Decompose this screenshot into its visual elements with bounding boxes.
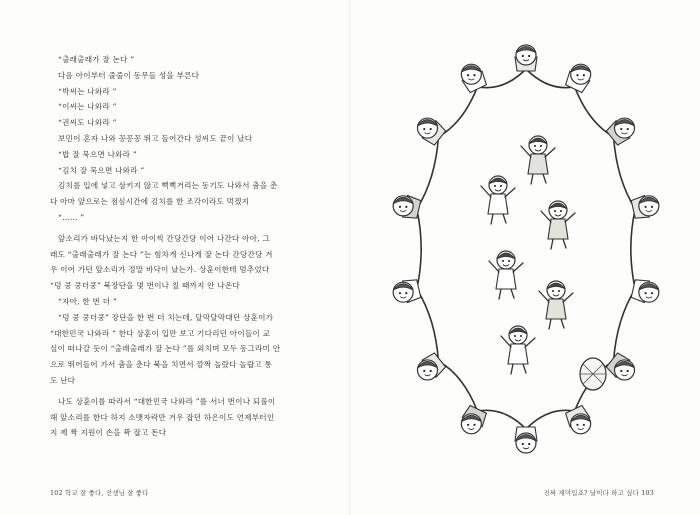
dancer-eye: [494, 185, 496, 187]
left-folio: 102 학교 잘 좋다, 선생님 잘 좋다: [50, 489, 149, 497]
dancer-legs: [549, 319, 564, 329]
child-eye: [576, 74, 578, 76]
held-arms: [417, 137, 439, 209]
child-eye: [423, 128, 425, 130]
dancer-legs: [499, 289, 514, 299]
dancer-eye: [540, 145, 542, 147]
child-eye: [651, 292, 653, 294]
text-line: 해 앞소리를 한다 하지 소맷자락만 겨우 잡던 하은이도 언제부터인: [50, 412, 275, 422]
held-arms: [417, 209, 421, 289]
dancer-legs: [491, 214, 506, 224]
dancer-legs: [531, 174, 546, 184]
child-eye: [620, 370, 622, 372]
text-line: “…… ”: [58, 212, 85, 222]
dancer-legs: [511, 364, 526, 374]
text-line: “덩 쿵 쿵더쿵” 북장단을 몇 번이나 칠 때까지 안 나온다: [50, 281, 240, 291]
text-line: 김치를 입에 넣고 삼키지 않고 뻑뻑거리는 동기도 나와서 춤을 춘: [58, 181, 278, 191]
dancer-eye: [534, 145, 536, 147]
child-eye: [522, 55, 524, 57]
text-line: “덩 쿵 쿵더쿵” 장단을 한 번 더 치는데, 달막달막대던 상훈이가: [58, 312, 274, 322]
child-eye: [522, 443, 524, 445]
child-eye: [651, 206, 653, 208]
child-eye: [467, 74, 469, 76]
text-line: 앞소리가 바닥났는지 한 아이씩 간당간당 이어 나간다 아아, 그: [58, 233, 270, 243]
children-circle-dance-illustration: [388, 44, 664, 454]
text-line: 지 제 짝 지원이 손을 꽉 잡고 돈다: [50, 428, 167, 438]
text-line: “권씨도 나와라 ”: [58, 118, 117, 128]
text-line: “김치 잘 묵으면 나와라 ”: [58, 165, 145, 175]
child-eye: [528, 55, 530, 57]
right-page: [350, 0, 700, 515]
text-line: 나도 상훈이를 따라서 “대한민국 나와라 ”를 서너 번이나 되풀이: [58, 396, 276, 406]
text-line: 보민이 혼자 나와 꽁꽁꽁 뛰고 들어간다 성씨도 끝이 났다: [58, 133, 253, 143]
child-eye: [405, 206, 407, 208]
child-eye: [528, 443, 530, 445]
child-eye: [473, 424, 475, 426]
text-line: 다음 아이부터 줄줄이 동무들 성을 부른다: [58, 70, 200, 80]
child-eye: [627, 128, 629, 130]
text-line: “밥 잘 묵으면 나와라 ”: [58, 149, 137, 159]
text-line: “자아, 한 번 더 ”: [58, 296, 117, 306]
text-line: “박씨는 나와라 ”: [58, 86, 117, 96]
child-eye: [430, 370, 432, 372]
text-line: “출래출래가 잘 논다 ”: [58, 55, 135, 64]
text-line: 다 아마 앞으로는 점심시간에 김치를 한 조각이라도 먹겠지: [50, 197, 250, 207]
dancer-eye: [514, 335, 516, 337]
held-arms: [614, 289, 636, 361]
dancer-eye: [558, 290, 560, 292]
illustration-drawing: [388, 44, 664, 454]
child-eye: [627, 370, 629, 372]
child-eye: [645, 206, 647, 208]
child-eye: [645, 292, 647, 294]
body-text: [50, 52, 320, 441]
dancer-legs: [551, 239, 566, 249]
child-eye: [620, 128, 622, 130]
child-eye: [583, 74, 585, 76]
text-line: “이씨는 나와라 ”: [58, 102, 117, 112]
dancer-eye: [560, 210, 562, 212]
text-line: 실이 떠나갈 듯이 “출래출래가 잘 논다 ”를 외치며 모두 동그라미 안: [50, 344, 281, 354]
child-eye: [576, 424, 578, 426]
child-eye: [399, 206, 401, 208]
text-line: 래도 “출래출래가 잘 논다 ”는 힘차게 신나게 잘 논다 간당간당 겨: [50, 249, 273, 259]
child-eye: [430, 128, 432, 130]
text-line: 으로 뛰어들어 가서 춤을 춘다 북을 치면서 깜짝 놀랐다 놀랍고 통: [50, 360, 273, 370]
text-line: “대한민국 나와라 ” 한다 상훈이 입만 보고 기다리던 아이들이 교: [50, 328, 271, 338]
text-line: 도 난다: [50, 375, 76, 385]
child-eye: [467, 424, 469, 426]
child-eye: [405, 292, 407, 294]
held-arms: [417, 289, 439, 361]
right-folio: 진짜 재미입죠? 날이다 하고 싶다 103: [543, 489, 654, 497]
held-arms: [631, 209, 635, 289]
dancer-eye: [554, 210, 556, 212]
dancer-eye: [520, 335, 522, 337]
dancer-eye: [552, 290, 554, 292]
dancer-eye: [500, 185, 502, 187]
child-eye: [583, 424, 585, 426]
held-arms: [614, 137, 636, 209]
child-eye: [423, 370, 425, 372]
text-line: 우 이어 가던 앞소리가 정말 바닥이 났는가. 상훈이한테 멈추었다: [50, 265, 270, 275]
child-eye: [399, 292, 401, 294]
child-eye: [473, 74, 475, 76]
dancer-eye: [502, 260, 504, 262]
dancer-eye: [508, 260, 510, 262]
